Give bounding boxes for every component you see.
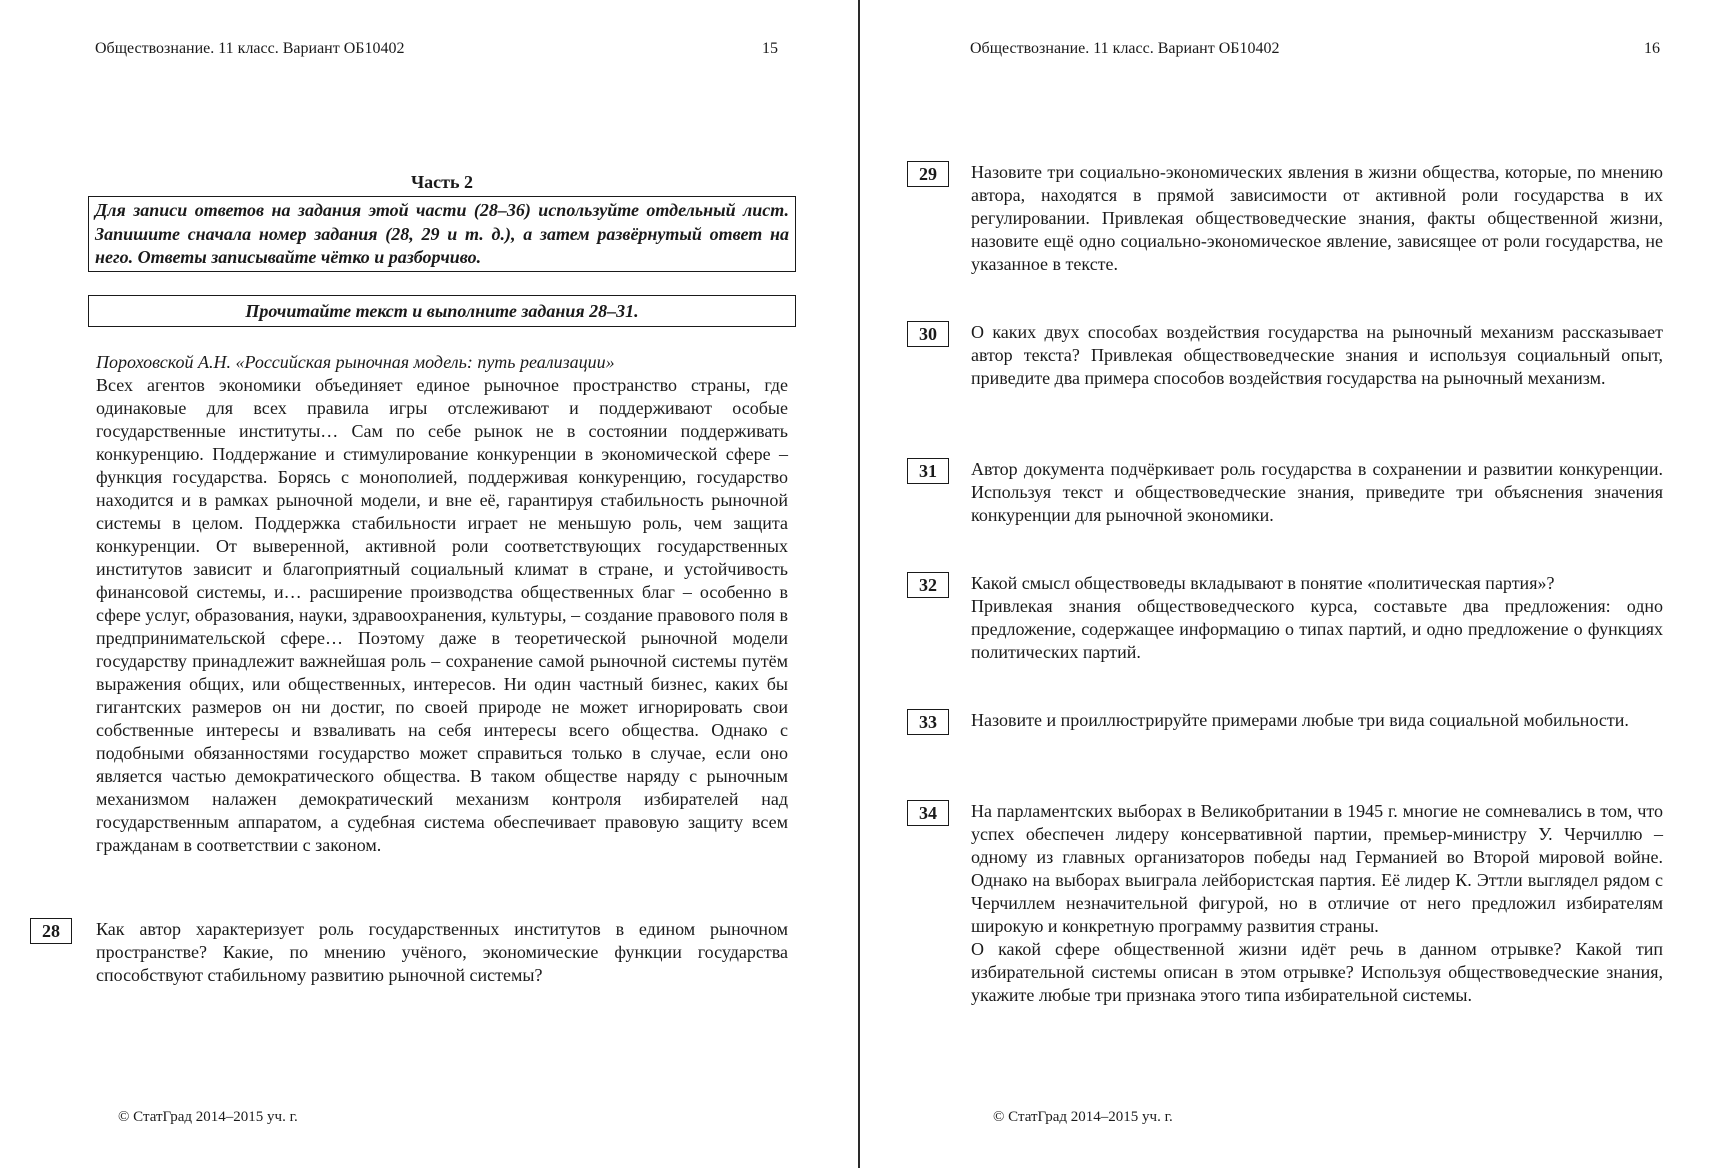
question-paragraph: На парламентских выборах в Великобритании в 1945 г. многие не сомневались в том, что успех обеспечен лидеру консервативной партии, премьер-министру У. Черчиллю – одному из главных организаторов победы над Германией во Второй мировой войне. Однако на выборах выиграла лейбористская партия. Её лидер К. Эттли выглядел рядом с Черчиллем незначительной фигурой, но в отличие от него предложил избирателям широкую и конкретную программу развития страны. [971, 801, 1663, 936]
question-number-badge: 30 [907, 321, 949, 347]
question-text [971, 800, 1663, 1007]
part-title: Часть 2 [410, 172, 474, 192]
footer-copyright: © СтатГрад 2014–2015 уч. г. [118, 1109, 298, 1125]
question-34 [907, 800, 1663, 1007]
footer-copyright: © СтатГрад 2014–2015 уч. г. [993, 1109, 1173, 1125]
question-text [971, 572, 1663, 664]
question-number-badge: 28 [30, 918, 72, 944]
page-number: 16 [1644, 40, 1660, 57]
page-number: 15 [762, 40, 778, 57]
question-number-badge: 29 [907, 161, 949, 187]
question-text: Назовите три социально-экономических явления в жизни общества, которые, по мнению автора, находятся в прямой зависимости от активной роли государства в их регулировании. Привлекая обществоведческие знания, факты общественной жизни, назовите ещё одно социально-экономическое явление, зависящее от роли государства, не указанное в тексте. [971, 162, 1663, 274]
read-task-box [88, 295, 796, 327]
question-number-badge: 33 [907, 709, 949, 735]
question-paragraph: О какой сфере общественной жизни идёт речь в данном отрывке? Какой тип избирательной системы описан в этом отрывке? Используя обществоведческие знания, укажите любые три признака этого типа избирательной системы. [971, 939, 1663, 1005]
question-paragraph: Какой смысл обществоведы вкладывают в понятие «политическая партия»? [971, 573, 1555, 593]
page-16 [860, 0, 1718, 1168]
question-33 [907, 709, 1663, 735]
question-29 [907, 161, 1663, 276]
page-15 [0, 0, 858, 1168]
text-source: Пороховской А.Н. «Российская рыночная модель: путь реализации» [96, 352, 615, 372]
header-title: Обществознание. 11 класс. Вариант ОБ10402 [970, 40, 1280, 57]
question-32 [907, 572, 1663, 664]
header-title: Обществознание. 11 класс. Вариант ОБ10402 [95, 40, 405, 57]
question-number-badge: 31 [907, 458, 949, 484]
question-30 [907, 321, 1663, 390]
question-text: Назовите и проиллюстрируйте примерами любые три вида социальной мобильности. [971, 710, 1629, 730]
instruction-box: Для записи ответов на задания этой части (28–36) используйте отдельный лист. Запишите сначала номер задания (28, 29 и т. д.), а затем развёрнутый ответ на него. Ответы записывайте чётко и разборчиво. [88, 196, 796, 272]
question-28 [30, 918, 788, 987]
question-paragraph: Привлекая знания обществоведческого курса, составьте два предложения: одно предложение, содержащее информацию о типах партий, и одно предложение о функциях политических партий. [971, 596, 1663, 662]
question-text: Автор документа подчёркивает роль государства в сохранении и развитии конкуренции. Используя текст и обществоведческие знания, приведите три объяснения значения конкуренции для рыночной экономики. [971, 459, 1663, 525]
question-text: Как автор характеризует роль государственных институтов в едином рыночном пространстве? Какие, по мнению учёного, экономические функции государства способствуют стабильному развитию рыночной системы? [96, 919, 788, 985]
text-body: Всех агентов экономики объединяет единое рыночное пространство страны, где одинаковые для всех правила игры отслеживают и поддерживают особые государственные институты… Сам по себе рынок не в состоянии поддерживать конкуренцию. Поддержание и стимулирование конкуренции в экономической сфере – функция государства. Борясь с монополией, поддерживая конкуренцию, государство находится и в рамках рыночной модели, и вне её, гарантируя стабильность рыночной системы в целом. Поддержка стабильности играет не меньшую роль, чем защита конкуренции. От выверенной, активной роли соответствующих государственных институтов зависит и благоприятный социальный климат в стране, и устойчивость финансовой системы, и… расширение производства общественных благ – особенно в сфере услуг, образования, науки, здравоохранения, культуры, – создание правового поля в предпринимательской сфере… Поэтому даже в теоретической рыночной модели государству принадлежит важнейшая роль – сохранение самой рыночной системы путём выражения общих, или общественных, интересов. Ни один частный бизнес, каких бы гигантских размеров он ни достиг, по своей природе не может игнорировать свои собственные интересы и взваливать на себя интересы всего общества. Однако с подобными обязанностями государство может справиться только в случае, если оно является частью демократического общества. В таком обществе наряду с рыночным механизмом налажен демократический механизм контроля избирателей над государственным аппаратом, а судебная система обеспечивает правовую защиту всем гражданам в соответствии с законом. [96, 375, 788, 855]
read-task-label: Прочитайте текст и выполните задания 28–31. [245, 300, 639, 321]
question-number-badge: 34 [907, 800, 949, 826]
question-text: О каких двух способах воздействия государства на рыночный механизм рассказывает автор текста? Привлекая обществоведческие знания и используя социальный опыт, приведите два примера способов воздействия государства на рыночный механизм. [971, 322, 1663, 388]
question-31 [907, 458, 1663, 527]
question-number-badge: 32 [907, 572, 949, 598]
